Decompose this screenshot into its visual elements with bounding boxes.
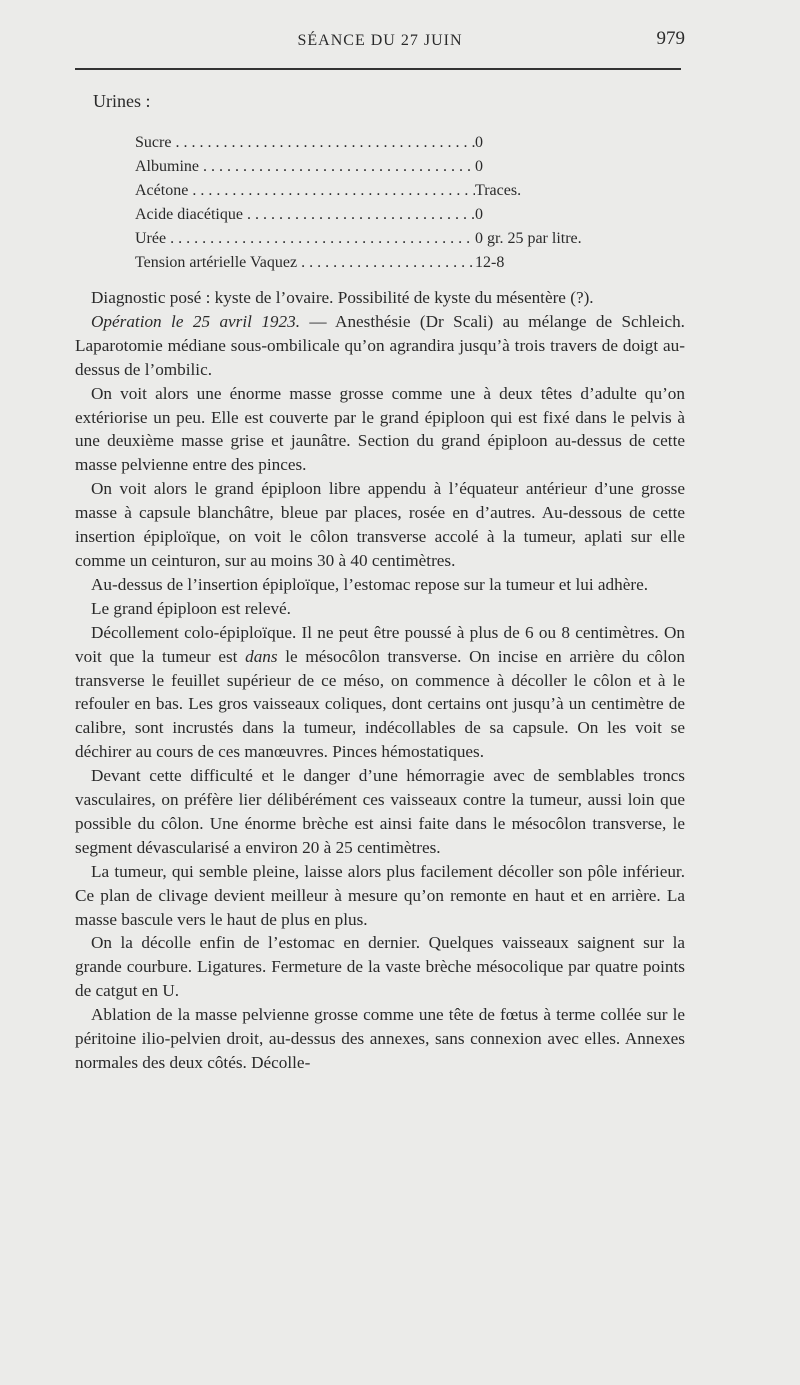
page-header: [75, 28, 685, 58]
lab-value: Traces.: [475, 182, 522, 199]
lab-value: 0: [475, 158, 483, 175]
report-body: [75, 286, 685, 1075]
operation-text: — Anesthésie (Dr Scali) au mélange de Schleich. Laparotomie médiane sous-ombilicale qu’on agrandira jusqu’à trois travers de doigt au-dessus de l’ombilic.: [75, 311, 685, 379]
paragraph-decollement: [75, 621, 685, 764]
page-number: 979: [656, 28, 685, 49]
decollement-text-a: Décollement colo-épiploïque. Il ne peut être poussé à plus de 6 ou 8 centimètres. On voit que la tumeur est: [75, 622, 685, 666]
paragraph-vessels: Devant cette difficulté et le danger d’une hémorragie avec de semblables troncs vasculaires, on préfère lier délibérément ces vaisseaux contre la tumeur, aussi loin que possible du côlon. Une énorme brèche est ainsi faite dans le mésocôlon transverse, le segment dévascularisé a environ 20 à 25 centimètres.: [75, 766, 685, 857]
operation-date: Opération le 25 avril 1923.: [91, 311, 300, 331]
paragraph-operation: [75, 310, 685, 382]
lab-name: Acide diacétique . . .: [135, 203, 475, 227]
lab-row: [135, 251, 582, 275]
lab-name: Acétone . . .: [135, 179, 475, 203]
lab-value: 12-8: [475, 254, 505, 271]
paragraph-relevé: Le grand épiploon est relevé.: [91, 598, 291, 618]
lab-value: 0 gr. 25 par litre.: [475, 230, 582, 247]
lab-name: Tension artérielle Vaquez . . .: [135, 251, 475, 275]
paragraph-ablation: Ablation de la masse pelvienne grosse comme une tête de fœtus à terme collée sur le péritoine ilio-pelvien droit, au-dessus des annexes, sans connexion avec elles. Annexes normales des deux côtés. Décolle-: [75, 1005, 685, 1072]
lab-row: [135, 155, 582, 179]
lab-row: [135, 203, 582, 227]
paragraph-epiploon: On voit alors le grand épiploon libre appendu à l’équateur antérieur d’une grosse masse à capsule blanchâtre, bleue par places, rosée en d’autres. Au-dessous de cette insertion épiploïque, on voit le côlon transverse accolé à la tumeur, aplati sur elle comme un ceinturon, sur au moins 30 à 40 centimètres.: [75, 479, 685, 570]
lab-name: Sucre . . .: [135, 131, 475, 155]
decollement-emphasis: dans: [245, 646, 278, 666]
urines-heading: Urines :: [93, 91, 151, 111]
paragraph-tumor: La tumeur, qui semble pleine, laisse alors plus facilement décoller son pôle inférieur. Ce plan de clivage devient meilleur à mesure qu’on remonte en haut et en arrière. La masse bascule vers le haut de plus en plus.: [75, 861, 685, 929]
running-title: SÉANCE DU 27 JUIN: [297, 32, 463, 49]
decollement-text-b: le mésocôlon transverse. On incise en arrière du côlon transverse le feuillet supérieur de ce méso, on commence à décoller le côlon et à le refouler en bas. Les gros vaisseaux coliques, dont certains ont jusqu’à un centimètre de calibre, sont incrustés dans la tumeur, indécollables de sa capsule. On les voit se déchirer au cours de ces manœuvres. Pinces hémostatiques.: [75, 646, 685, 762]
paragraph-stomach-detach: On la décolle enfin de l’estomac en dernier. Quelques vaisseaux saignent sur la grande courbure. Ligatures. Fermeture de la vaste brèche mésocolique par quatre points de catgut en U.: [75, 933, 685, 1001]
lab-row: [135, 179, 582, 203]
urine-results-table: [135, 131, 582, 275]
paragraph-mass: On voit alors une énorme masse grosse comme une à deux têtes d’adulte qu’on extériorise un peu. Elle est couverte par le grand épiploon qui est fixé dans le pelvis à une deuxième masse grise et jaunâtre. Section du grand épiploon au-dessus de cette masse pelvienne entre des pinces.: [75, 383, 685, 475]
lab-row: [135, 227, 582, 251]
lab-value: 0: [475, 134, 483, 151]
lab-row: [135, 131, 582, 155]
lab-value: 0: [475, 206, 483, 223]
header-rule: [75, 68, 681, 70]
lab-name: Urée . . .: [135, 227, 475, 251]
paragraph-stomach: Au-dessus de l’insertion épiploïque, l’estomac repose sur la tumeur et lui adhère.: [91, 574, 648, 594]
paragraph-diagnostic: Diagnostic posé : kyste de l’ovaire. Possibilité de kyste du mésentère (?).: [91, 288, 594, 307]
lab-name: Albumine . . .: [135, 155, 475, 179]
